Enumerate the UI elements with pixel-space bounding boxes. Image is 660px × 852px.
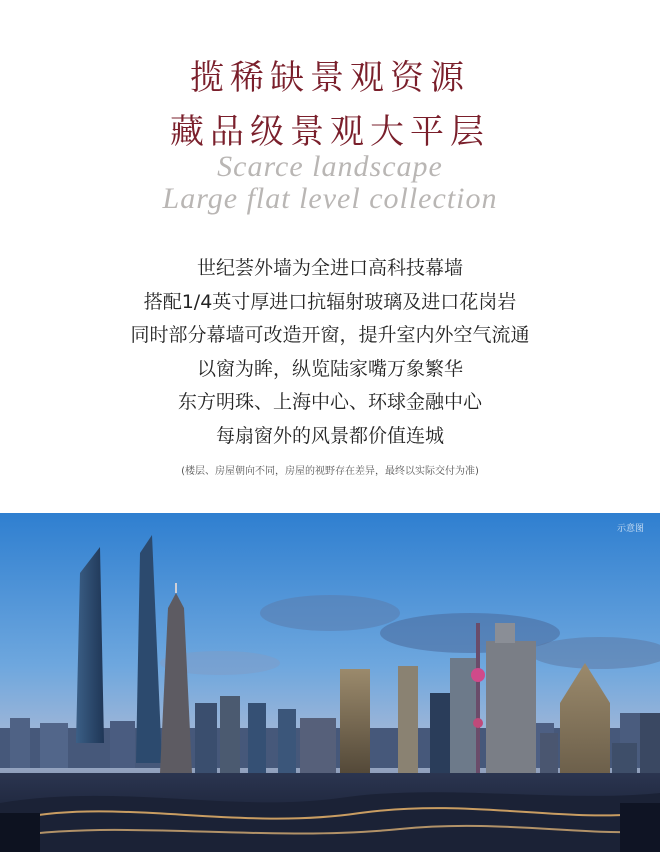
copy-line: 东方明珠、上海中心、环球金融中心 (177, 391, 482, 413)
copy-line: 世纪荟外墙为全进口高科技幕墙 (196, 257, 463, 279)
copy-line: 以窗为眸，纵览陆家嘴万象繁华 (196, 357, 463, 380)
subtitle-en-line-2: Large flat level collection (162, 182, 498, 215)
disclaimer: (楼层、房屋朝向不同，房屋的视野存在差异，最终以实际交付为准) (181, 466, 479, 477)
title-line-2: 藏品级景观大平层 (170, 112, 490, 152)
skyline-photo (0, 513, 660, 852)
title-line-1: 揽稀缺景观资源 (190, 58, 470, 98)
copy-line: 每扇窗外的风景都价值连城 (215, 424, 444, 447)
illustration-tag: 示意图 (616, 524, 644, 534)
subtitle-en-line-1: Scarce landscape (217, 150, 443, 183)
body-copy (0, 252, 660, 453)
copy-line: 搭配1/4英寸厚进口抗辐射玻璃及进口花岗岩 (143, 290, 517, 313)
copy-line: 同时部分幕墙可改造开窗，提升室内外空气流通 (130, 324, 530, 346)
